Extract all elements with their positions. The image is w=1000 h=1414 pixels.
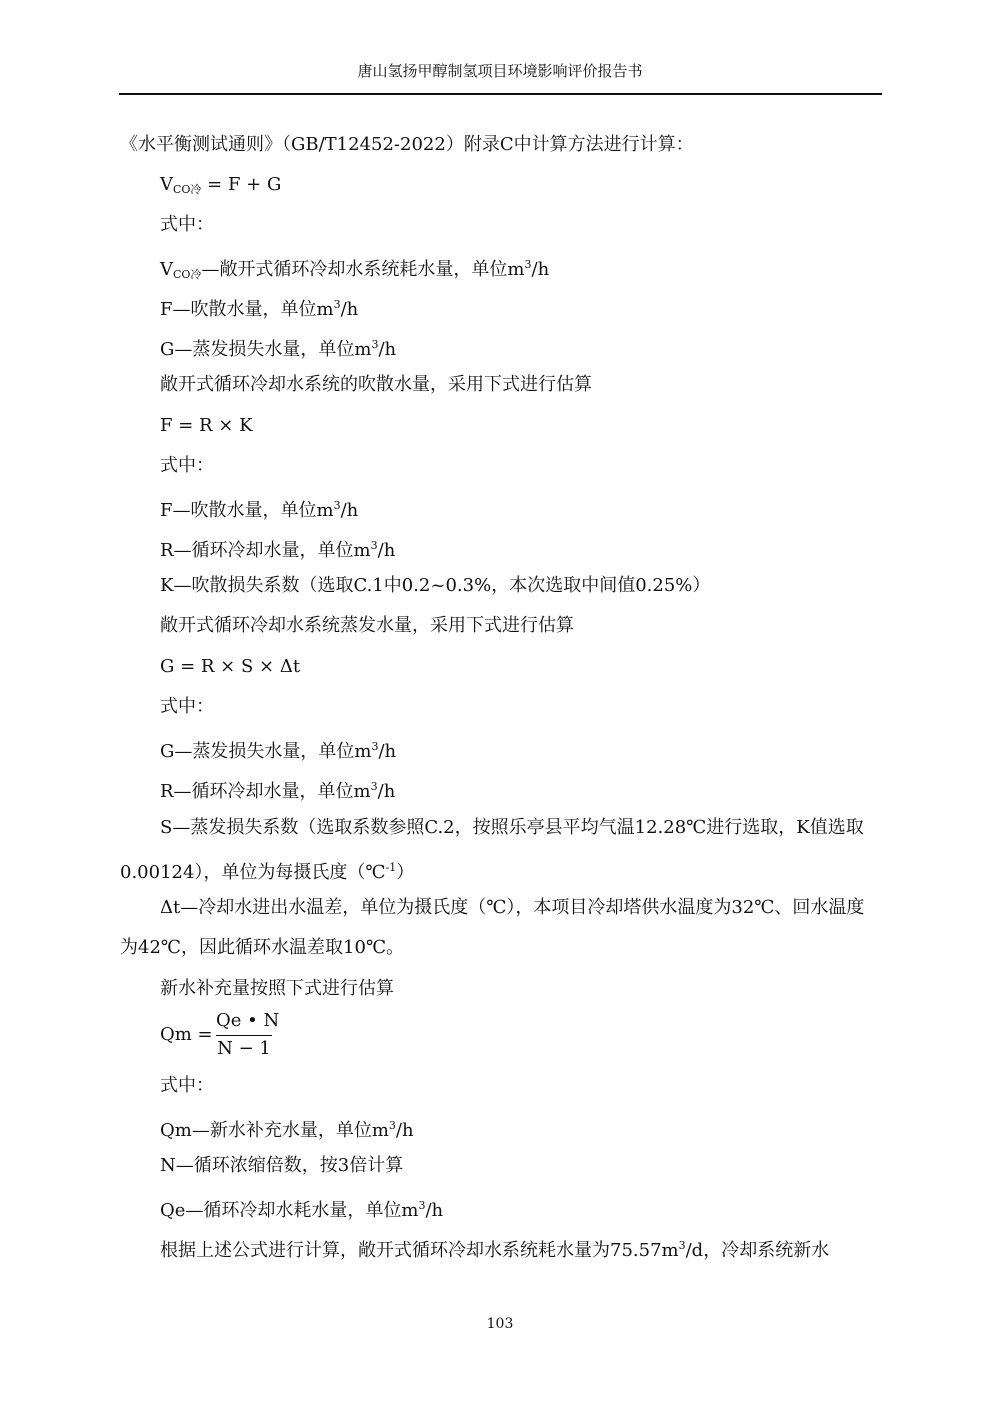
def-g-unit: /h — [378, 741, 397, 762]
definition-f — [160, 493, 358, 524]
final-end: /d，冷却系统新水 — [685, 1240, 830, 1261]
page-header-title: 唐山氢扬甲醇制氢项目环境影响评价报告书 — [357, 62, 643, 80]
intro-blowoff: 敞开式循环冷却水系统的吹散水量，采用下式进行估算 — [160, 374, 592, 395]
def-r-text: R—循环冷却水量，单位m — [160, 781, 371, 802]
def-f-unit: /h — [340, 500, 359, 521]
def-qm-unit: /h — [395, 1120, 414, 1141]
def-r-sup: 3 — [370, 780, 378, 793]
def-qe-sup: 3 — [418, 1199, 426, 1212]
eq-rhs: = F + G — [201, 174, 282, 195]
eq-qm-numerator: Qe • N — [216, 1010, 280, 1031]
final-sup: 3 — [678, 1239, 686, 1252]
def-v-subscript: CO冷 — [173, 268, 202, 281]
definition-qm — [160, 1113, 414, 1144]
def-qe-unit: /h — [425, 1200, 444, 1221]
def-g-unit: /h — [378, 339, 397, 360]
shizhong-label: 式中： — [160, 696, 214, 717]
definition-r — [160, 774, 395, 805]
definition-g — [160, 734, 396, 765]
def-s-sup: -1 — [385, 861, 397, 874]
def-f-sup: 3 — [333, 298, 341, 311]
def-qm-sup: 3 — [388, 1119, 396, 1132]
definition-k: K—吹散损失系数（选取C.1中0.2~0.3%，本次选取中间值0.25%） — [160, 575, 711, 596]
definition-vco — [160, 252, 549, 288]
shizhong-label: 式中： — [160, 1075, 214, 1096]
def-r-unit: /h — [377, 540, 396, 561]
eq-qm-denominator: N − 1 — [217, 1038, 271, 1059]
eq-v-symbol: V — [160, 174, 173, 195]
text-line-intro: 《水平衡测试通则》（GB/T12452-2022）附录C中计算方法进行计算： — [120, 134, 694, 155]
shizhong-label: 式中： — [160, 455, 214, 476]
equation-vco — [160, 172, 281, 203]
definition-s-paragraph — [120, 808, 882, 893]
def-g-sup: 3 — [371, 740, 379, 753]
def-r-unit: /h — [377, 781, 396, 802]
equation-g: G = R × S × Δt — [160, 656, 301, 677]
definition-n: N—循环浓缩倍数，按3倍计算 — [160, 1155, 404, 1176]
def-g-text: G—蒸发损失水量，单位m — [160, 741, 372, 762]
def-f-sup: 3 — [333, 499, 341, 512]
intro-makeup: 新水补充量按照下式进行估算 — [160, 978, 394, 999]
definition-delta-t-paragraph: Δt—冷却水进出水温差，单位为摄氏度（℃），本项目冷却塔供水温度为32℃、回水温度为42℃，因此循环水温差取10℃。 — [120, 897, 865, 958]
def-v-sup: 3 — [524, 258, 532, 271]
final-text: 根据上述公式进行计算，敞开式循环冷却水系统耗水量为75.57m — [160, 1240, 679, 1261]
def-qm-text: Qm—新水补充水量，单位m — [160, 1120, 389, 1141]
def-v-unit: /h — [531, 259, 550, 280]
def-s-end: ） — [396, 862, 415, 883]
equation-f: F = R × K — [160, 415, 253, 436]
def-f-text: F—吹散水量，单位m — [160, 500, 334, 521]
page-header-rule — [119, 93, 882, 95]
def-v-symbol: V — [160, 259, 173, 280]
def-f-text: F—吹散水量，单位m — [160, 299, 334, 320]
eq-qm-lhs: Qm = — [160, 1024, 213, 1045]
definition-g — [160, 332, 396, 363]
def-qe-text: Qe—循环冷却水耗水量，单位m — [160, 1200, 419, 1221]
def-g-text: G—蒸发损失水量，单位m — [160, 339, 372, 360]
def-r-text: R—循环冷却水量，单位m — [160, 540, 371, 561]
definition-r — [160, 533, 395, 564]
definition-qe — [160, 1193, 443, 1224]
eq-qm-fraction-bar — [216, 1035, 272, 1036]
def-r-sup: 3 — [370, 539, 378, 552]
eq-v-subscript: CO冷 — [173, 183, 202, 196]
intro-evaporation: 敞开式循环冷却水系统蒸发水量，采用下式进行估算 — [160, 615, 574, 636]
def-g-sup: 3 — [371, 338, 379, 351]
shizhong-label: 式中： — [160, 214, 214, 235]
def-s-text: S—蒸发损失系数（选取系数参照C.2，按照乐亭县平均气温12.28℃进行选取，K值选取0.00124），单位为每摄氏度（℃ — [120, 817, 864, 883]
page-number: 103 — [486, 1316, 514, 1332]
def-f-unit: /h — [340, 299, 359, 320]
final-result-line — [160, 1233, 829, 1264]
def-v-text: —敞开式循环冷却水系统耗水量，单位m — [201, 259, 525, 280]
definition-f — [160, 292, 358, 323]
